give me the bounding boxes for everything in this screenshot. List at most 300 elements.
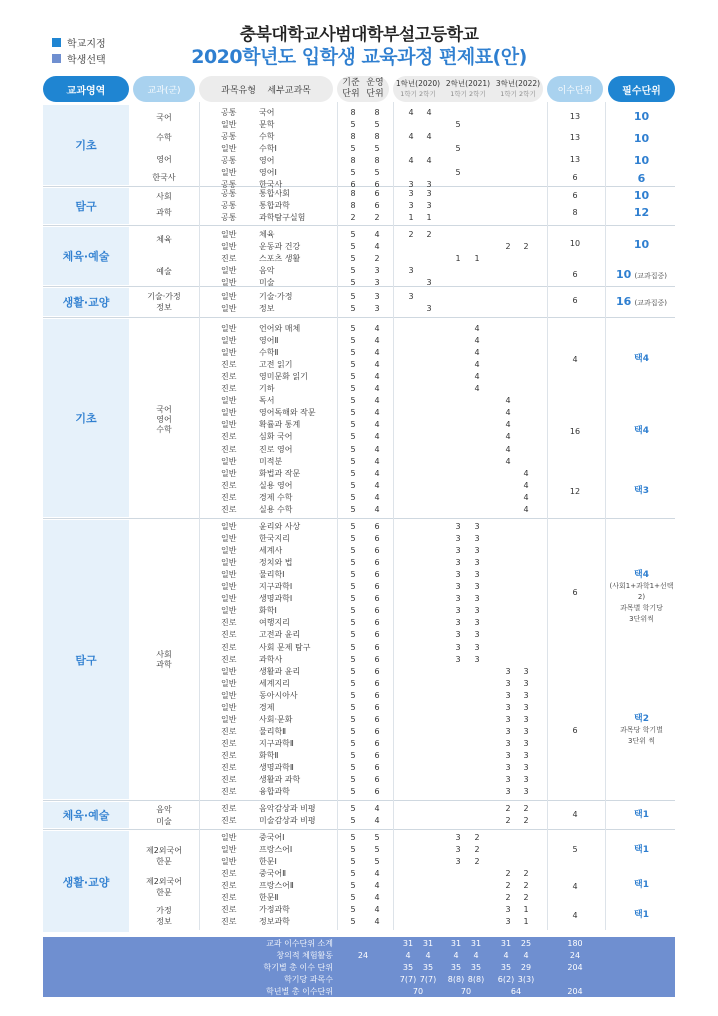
table-cell: 2 [505, 242, 511, 252]
group-label: 체육 [156, 235, 172, 244]
table-cell: 수학Ⅱ [259, 348, 279, 358]
table-cell: 경제 수학 [259, 492, 293, 502]
table-cell: 5 [350, 917, 356, 927]
required-main: 12 [633, 206, 650, 219]
table-cell: 5 [350, 254, 356, 264]
table-cell: 5 [350, 618, 356, 628]
table-cell: 8 [350, 201, 356, 211]
summary-value: 24 [357, 951, 369, 960]
table-cell: 3 [474, 606, 480, 616]
table-cell: 6 [374, 201, 380, 211]
table-cell: 5 [350, 468, 356, 478]
table-cell: 4 [505, 432, 511, 442]
table-cell: 진로 [221, 804, 237, 813]
required-main: 16 [616, 295, 632, 308]
summary-row [43, 974, 675, 986]
summary-value: 29 [520, 963, 532, 972]
table-cell: 진로 영어 [259, 444, 293, 454]
required-main: 택1 [634, 845, 649, 855]
table-cell: 사회 문제 탐구 [259, 642, 311, 652]
table-cell: 2 [523, 893, 529, 903]
summary-value: 6(2) [497, 975, 515, 984]
table-cell: 6 [374, 714, 380, 724]
table-cell: 수학Ⅰ [259, 144, 277, 154]
section-divider [43, 186, 675, 187]
group-label: 한국사 [152, 173, 176, 182]
table-cell: 4 [408, 108, 414, 117]
group-label: 미술 [156, 817, 172, 826]
table-cell: 5 [350, 266, 356, 276]
table-cell: 5 [350, 278, 356, 288]
area-pe-arts [43, 227, 129, 285]
table-cell: 생활과 윤리 [259, 666, 301, 676]
table-cell: 정치와 법 [259, 558, 293, 568]
header-g1-label: 1학년(2020) [395, 79, 441, 88]
table-cell: 6 [374, 546, 380, 556]
table-cell: 4 [474, 384, 480, 394]
table-cell: 3 [474, 594, 480, 604]
table-cell: 5 [350, 816, 356, 826]
table-cell: 4 [374, 893, 380, 903]
table-cell: 6 [374, 570, 380, 580]
table-cell: 5 [374, 168, 380, 178]
table-cell: 진로 [221, 642, 237, 652]
required-main: 택1 [634, 880, 649, 890]
table-cell: 6 [374, 189, 380, 198]
table-cell: 4 [374, 881, 380, 891]
table-cell: 3 [505, 690, 511, 700]
summary-value: 24 [569, 951, 581, 960]
table-cell: 3 [523, 738, 529, 748]
table-cell: 윤리와 사상 [259, 522, 301, 531]
table-cell: 5 [350, 738, 356, 748]
summary-label: 창의적 체험활동 [276, 951, 333, 960]
summary-value: 35 [402, 963, 414, 972]
group-label: 국어 [156, 405, 172, 414]
table-cell: 일반 [221, 534, 237, 544]
table-cell: 3 [523, 678, 529, 688]
group-label: 제2외국어 [145, 877, 182, 886]
header-g3-label: 3학년(2022) [495, 79, 541, 88]
table-cell: 생명과학Ⅰ [259, 594, 293, 604]
table-cell: 진로 [221, 618, 237, 628]
group-label: 국어 [156, 113, 172, 122]
table-cell: 생명과학Ⅱ [259, 763, 294, 772]
table-cell: 공통 [221, 213, 237, 223]
group-label: 사회 [156, 650, 172, 659]
table-cell: 고전과 윤리 [259, 630, 301, 640]
table-cell: 3 [455, 845, 461, 855]
table-cell: 가정과학 [259, 905, 290, 915]
credits-cell: 6 [572, 588, 578, 597]
summary-value: 35 [450, 963, 462, 972]
table-cell: 2 [523, 869, 529, 879]
table-cell: 4 [374, 444, 380, 454]
table-cell: 3 [474, 654, 480, 664]
table-cell: 3 [455, 534, 461, 544]
table-cell: 세계사 [259, 546, 283, 556]
required-main: 10 [633, 110, 650, 123]
header-g1-sem: 1학기 2학기 [400, 90, 436, 98]
area-basic-elective [43, 319, 129, 517]
required-main: 10 [616, 268, 632, 281]
group-label: 과학 [156, 660, 172, 669]
table-cell: 5 [350, 714, 356, 724]
area-label: 생활·교양 [62, 296, 110, 309]
table-cell: 3 [523, 726, 529, 736]
header-run: 운영 단위 [366, 78, 384, 99]
header-units [337, 76, 389, 102]
table-cell: 5 [374, 857, 380, 867]
table-cell: 8 [374, 132, 380, 142]
summary-value: 70 [460, 987, 472, 996]
table-cell: 3 [455, 857, 461, 867]
required-units [608, 810, 675, 821]
table-cell: 4 [374, 869, 380, 879]
table-cell: 기하 [259, 384, 275, 394]
required-note: 과목당 학기별 [620, 726, 663, 734]
header-g2-label: 2학년(2021) [445, 79, 491, 88]
header-g3 [493, 79, 543, 99]
table-cell: 5 [350, 292, 356, 301]
credits-cell: 4 [572, 810, 578, 819]
area-label: 기초 [75, 412, 97, 425]
summary-value: 4 [473, 951, 479, 960]
summary-value: 4 [453, 951, 459, 960]
table-cell: 5 [350, 690, 356, 700]
table-cell: 5 [350, 522, 356, 531]
table-cell: 8 [350, 189, 356, 198]
table-cell: 3 [455, 630, 461, 640]
summary-value: 180 [567, 939, 583, 948]
table-cell: 6 [374, 750, 380, 760]
required-note: (사회1+과학1+선택2) [609, 582, 674, 601]
table-cell: 화학Ⅱ [259, 750, 279, 760]
table-cell: 물리학Ⅱ [259, 726, 287, 736]
required-note: 3단위 씩 [628, 737, 655, 745]
table-cell: 4 [374, 230, 380, 239]
table-cell: 일반 [221, 714, 237, 724]
required-units [608, 354, 675, 365]
table-cell: 4 [374, 384, 380, 394]
table-cell: 진로 [221, 869, 237, 879]
table-cell: 공통 [221, 108, 237, 117]
table-cell: 3 [523, 702, 529, 712]
table-cell: 2 [474, 833, 480, 842]
table-cell: 5 [374, 144, 380, 154]
table-cell: 3 [523, 763, 529, 772]
table-cell: 5 [350, 534, 356, 544]
table-cell: 1 [408, 213, 414, 223]
table-cell: 진로 [221, 816, 237, 826]
table-cell: 5 [350, 804, 356, 813]
section-divider [43, 829, 675, 830]
table-cell: 과학사 [259, 654, 283, 664]
table-cell: 5 [350, 504, 356, 514]
table-cell: 5 [350, 666, 356, 676]
table-cell: 경제 [259, 702, 275, 712]
group-label: 수학 [156, 133, 172, 142]
summary-label: 학기별 총 이수 단위 [263, 963, 333, 972]
required-note: (교과집중) [634, 299, 667, 307]
table-cell: 5 [350, 230, 356, 239]
table-cell: 4 [374, 348, 380, 358]
table-cell: 공통 [221, 180, 237, 190]
table-cell: 4 [374, 504, 380, 514]
table-cell: 2 [523, 881, 529, 891]
group-label: 수학 [156, 425, 172, 434]
table-cell: 국어 [259, 108, 275, 117]
required-units [608, 714, 675, 747]
table-cell: 5 [374, 845, 380, 855]
group-label: 사회 [156, 192, 172, 201]
table-cell: 3 [523, 750, 529, 760]
table-cell: 일반 [221, 546, 237, 556]
table-cell: 진로 [221, 750, 237, 760]
area-label: 탐구 [75, 653, 97, 667]
table-cell: 미술 [259, 278, 275, 288]
table-cell: 지구과학Ⅱ [259, 738, 294, 748]
table-cell: 미술감상과 비평 [259, 816, 316, 826]
table-cell: 기술·가정 [259, 292, 293, 301]
table-cell: 6 [374, 642, 380, 652]
summary-label: 학년별 총 이수단위 [266, 987, 333, 996]
header-g1 [393, 79, 443, 99]
table-cell: 일반 [221, 857, 237, 867]
table-cell: 3 [505, 702, 511, 712]
group-label: 영어 [156, 155, 172, 164]
table-cell: 일반 [221, 678, 237, 688]
table-cell: 공통 [221, 201, 237, 211]
table-cell: 정보 [259, 304, 275, 314]
table-cell: 5 [350, 456, 356, 466]
table-cell: 3 [505, 750, 511, 760]
table-cell: 5 [350, 120, 356, 130]
required-main: 10 [633, 238, 650, 251]
table-cell: 2 [374, 254, 380, 264]
header-type-subject-text: 과목유형 세부교과목 [221, 85, 311, 96]
table-cell: 5 [350, 360, 356, 370]
table-cell: 3 [455, 642, 461, 652]
table-cell: 3 [374, 304, 380, 314]
table-cell: 실용 영어 [259, 480, 293, 490]
header-required: 필수단위 [608, 76, 675, 102]
section-divider [43, 800, 675, 801]
table-cell: 2 [505, 804, 511, 813]
table-cell: 3 [374, 292, 380, 301]
required-main: 택1 [634, 910, 649, 920]
table-cell: 3 [505, 917, 511, 927]
summary-value: 31 [450, 939, 462, 948]
table-cell: 6 [350, 180, 356, 190]
table-cell: 세계지리 [259, 678, 290, 688]
table-cell: 6 [374, 654, 380, 664]
table-cell: 3 [505, 905, 511, 915]
required-units [608, 133, 675, 146]
table-cell: 4 [474, 324, 480, 333]
table-cell: 1 [455, 254, 461, 264]
table-cell: 2 [374, 213, 380, 223]
group-label: 기술·가정 [147, 292, 181, 301]
table-cell: 4 [474, 360, 480, 370]
table-cell: 일반 [221, 833, 237, 842]
table-cell: 3 [455, 618, 461, 628]
summary-row [43, 950, 675, 962]
credits-cell: 5 [572, 845, 578, 854]
required-units [608, 190, 675, 203]
required-main: 택2 [634, 714, 649, 724]
table-cell: 5 [350, 726, 356, 736]
table-cell: 진로 [221, 480, 237, 490]
table-cell: 5 [350, 869, 356, 879]
table-cell: 1 [523, 905, 529, 915]
table-cell: 4 [474, 348, 480, 358]
table-cell: 5 [374, 833, 380, 842]
table-cell: 2 [523, 242, 529, 252]
table-cell: 일반 [221, 304, 237, 314]
table-cell: 3 [474, 618, 480, 628]
table-cell: 5 [350, 893, 356, 903]
table-cell: 4 [374, 480, 380, 490]
table-cell: 한문Ⅱ [259, 893, 279, 903]
table-cell: 일반 [221, 324, 237, 333]
table-cell: 진로 [221, 492, 237, 502]
table-cell: 3 [474, 534, 480, 544]
required-units [608, 880, 675, 891]
credits-cell: 6 [572, 191, 578, 200]
table-cell: 5 [350, 678, 356, 688]
table-cell: 5 [350, 582, 356, 592]
table-cell: 5 [350, 480, 356, 490]
legend-label: 학생선택 [67, 54, 106, 66]
table-cell: 일반 [221, 278, 237, 288]
summary-value: 35 [470, 963, 482, 972]
table-cell: 2 [523, 804, 529, 813]
table-cell: 3 [505, 666, 511, 676]
table-cell: 4 [374, 804, 380, 813]
required-main: 10 [633, 132, 650, 145]
table-cell: 4 [374, 324, 380, 333]
required-units [608, 207, 675, 220]
group-label: 예술 [156, 267, 172, 276]
table-cell: 5 [350, 432, 356, 442]
table-cell: 3 [474, 570, 480, 580]
table-cell: 4 [374, 408, 380, 418]
table-cell: 5 [350, 336, 356, 346]
table-cell: 4 [505, 408, 511, 418]
table-cell: 3 [426, 180, 432, 190]
table-cell: 진로 [221, 372, 237, 382]
header-grades [393, 76, 543, 102]
credits-cell: 6 [572, 270, 578, 279]
table-cell: 통합과학 [259, 201, 290, 211]
table-cell: 5 [350, 775, 356, 785]
table-cell: 미적분 [259, 456, 283, 466]
credits-cell: 6 [572, 726, 578, 735]
table-cell: 공통 [221, 156, 237, 166]
summary-value: 3(3) [517, 975, 535, 984]
required-main: 6 [637, 172, 646, 185]
table-cell: 공통 [221, 132, 237, 142]
summary-value: 8(8) [467, 975, 485, 984]
table-cell: 6 [374, 522, 380, 531]
table-cell: 진로 [221, 917, 237, 927]
table-cell: 진로 [221, 384, 237, 394]
table-cell: 6 [374, 702, 380, 712]
table-cell: 1 [523, 917, 529, 927]
table-cell: 3 [505, 678, 511, 688]
table-cell: 일반 [221, 456, 237, 466]
summary-value: 204 [567, 987, 583, 996]
table-cell: 일반 [221, 348, 237, 358]
area-basic [43, 105, 129, 185]
table-cell: 일반 [221, 522, 237, 531]
table-cell: 진로 [221, 504, 237, 514]
table-cell: 3 [474, 522, 480, 531]
table-cell: 진로 [221, 254, 237, 264]
table-cell: 3 [408, 292, 414, 301]
table-cell: 진로 [221, 775, 237, 785]
table-cell: 수학 [259, 132, 275, 142]
table-cell: 진로 [221, 763, 237, 772]
table-cell: 일반 [221, 570, 237, 580]
summary-value: 7(7) [399, 975, 417, 984]
section-divider [43, 518, 675, 519]
table-cell: 4 [426, 132, 432, 142]
table-cell: 일반 [221, 468, 237, 478]
summary-value: 31 [402, 939, 414, 948]
summary-value: 8(8) [447, 975, 465, 984]
table-cell: 6 [374, 618, 380, 628]
header-base: 기준 단위 [342, 78, 360, 99]
table-cell: 4 [505, 396, 511, 406]
table-cell: 8 [374, 156, 380, 166]
table-cell: 6 [374, 582, 380, 592]
table-cell: 4 [426, 108, 432, 117]
header-group: 교과(군) [133, 76, 195, 102]
table-cell: 4 [374, 420, 380, 430]
table-cell: 4 [374, 816, 380, 826]
table-cell: 진로 [221, 630, 237, 640]
table-cell: 5 [350, 750, 356, 760]
table-cell: 일반 [221, 292, 237, 301]
header-area: 교과영역 [43, 76, 129, 102]
required-main: 택4 [634, 354, 649, 364]
table-cell: 4 [374, 432, 380, 442]
table-cell: 5 [455, 168, 461, 178]
table-cell: 5 [350, 420, 356, 430]
required-units [608, 155, 675, 168]
table-cell: 공통 [221, 189, 237, 198]
table-cell: 5 [350, 570, 356, 580]
table-cell: 체육 [259, 230, 275, 239]
table-cell: 3 [523, 787, 529, 797]
table-cell: 5 [350, 444, 356, 454]
table-cell: 4 [374, 336, 380, 346]
table-cell: 한국사 [259, 180, 283, 190]
table-cell: 3 [474, 558, 480, 568]
table-cell: 일반 [221, 845, 237, 855]
summary-value: 35 [500, 963, 512, 972]
area-inquiry-elective [43, 520, 129, 799]
required-units [608, 269, 675, 282]
required-units [608, 845, 675, 856]
group-label: 정보 [156, 917, 172, 926]
table-cell: 2 [408, 230, 414, 239]
credits-cell: 6 [572, 296, 578, 305]
header-g2 [443, 79, 493, 99]
required-units [608, 173, 675, 186]
